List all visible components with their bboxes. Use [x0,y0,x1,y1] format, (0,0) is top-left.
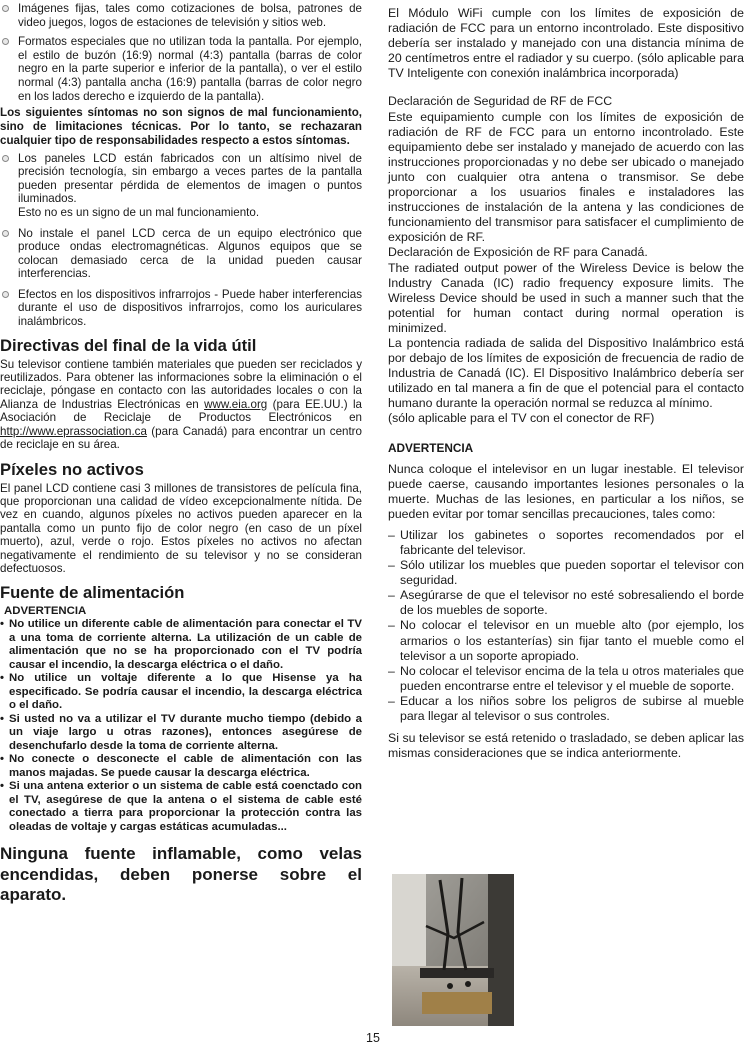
circle-bullet-icon [2,230,9,237]
list-item [388,558,744,588]
warning-label: ADVERTENCIA [4,605,87,618]
bullet-dot-icon: • [0,780,4,793]
list-item [388,528,744,558]
recycling-text-1: Su televisor contiene también materiales que pueden ser reciclados y reutilizados. Para obtener las informaciones sobre la eliminación o el reciclaje, póngase en contacto con las autoridades locales o con la Alianza de Industrias Electrónicas en [0,357,362,411]
eia-link[interactable]: www.eia.org [204,397,268,411]
warning-item-text: Si usted no va a utilizar el TV durante mucho tiempo (debido a un viaje largo u otras razones), entonces asegúrese de desenchufarlo desde la toma de corriente alterna. [9,712,362,752]
tv-strap-photo [392,874,514,1026]
list-item [0,672,362,713]
bullet-text: Imágenes fijas, tales como cotizaciones de bolsa, patrones de video juegos, logos de estaciones de televisión y sitios web. [18,2,362,29]
warning-item-text: No utilice un diferente cable de alimentación para conectar el TV a una toma de corriente alterna. La utilización de un cable de alimentación que no se ha proporcionado con el TV podría causar el incendio, la descarga eléctrica o el daño. [9,618,362,671]
recycling-text-3: (para Canadá) para encontrar un centro de reciclaje en su área. [0,424,362,452]
warning-item-text: Si una antena exterior o un sistema de cable está coenctado con el TV, asegúrese de que la antena o el sistema de cable esté conectado a tierra para proporcionar la protección contra las oleadas de voltaje y cargas estáticas acumuladas... [9,780,362,833]
list-item [0,618,362,672]
bullet-subnote: Esto no es un signo de un mal funcionamiento. [18,205,260,219]
wifi-paragraph: El Módulo WiFi cumple con los límites de exposición de radiación de FCC para un entorno incontrolado. Este dispositivo debería ser instalado y manejado con una distancia mínima de 20 centímetros entre el radiador y su cuerpo. (sólo aplicable para TV Inteligente con conexión inalámbrica incorporada) [388,6,744,81]
dash-bullet-icon: – [388,588,395,603]
precaution-text: Asegúrarse de que el televisor no esté sobresaliendo el borde de los muebles de soporte. [400,588,744,618]
list-item [0,753,362,780]
canada-title: Declaración de Exposición de RF para Canadá. [388,245,648,260]
section-heading-pixeles: Píxeles no activos [0,459,144,479]
list-item [0,227,362,281]
epra-link[interactable]: http://www.eprassociation.ca [0,424,147,438]
page-number: 15 [366,1031,380,1045]
warning-item-text: No conecte o desconecte el cable de alimentación con las manos majadas. Se puede causar la descarga eléctrica. [9,753,362,779]
section-heading-fuente: Fuente de alimentación [0,583,185,603]
closing-paragraph: Si su televisor se está retenido o trasladado, se deben aplicar las mismas consideraciones que se indica anteriormente. [388,731,744,761]
list-item [388,664,744,694]
bullet-dot-icon: • [0,712,4,725]
pixels-paragraph: El panel LCD contiene casi 3 millones de transistores de película fina, que proporcionan una calidad de vídeo excepcionalmente nítida. De vez en cuando, algunos píxeles no activos pueden aparecer en la pantalla como un punto fijo de color negro (en caso de un píxel muerto), azul, verde o rojo. Estos píxeles no activos no afectan negativamente el rendimiento de su televisor y no se consideran defectuosos. [0,481,362,575]
bullet-text: Formatos especiales que no utilizan toda la pantalla. Por ejemplo, el estilo de buzón (16:9) normal (4:3) pantalla (barras de color negro en la parte superior e inferior de la pantalla), o ver el estilo normal (4:3) pantalla ancha (16:9) pantalla (barras de color negro en los lados derecho e izquierdo de la pantalla). [18,35,362,103]
list-item [0,152,362,220]
flame-warning: Ninguna fuente inflamable, como velas encendidas, deben ponerse sobre el aparato. [0,844,362,905]
list-item [0,288,362,329]
right-column [388,0,744,761]
list-item [388,694,744,724]
fcc-title: Declaración de Seguridad de RF de FCC [388,94,613,109]
section-heading-vida-util: Directivas del final de la vida útil [0,335,257,355]
recycling-paragraph [0,358,362,452]
precaution-text: Sólo utilizar los muebles que pueden soportar el televisor con seguridad. [400,558,744,588]
tipping-warning-intro: Nunca coloque el intelevisor en un lugar inestable. El televisor puede caerse, causando importantes lesiones personales o la muerte. Muchas de las lesiones, en particular a los niños, se pueden evitar por tomar sencillas precauciones, tales como: [388,461,744,521]
circle-bullet-icon [2,291,9,298]
warning-label: ADVERTENCIA [388,440,474,455]
bullet-dot-icon: • [0,672,4,685]
precaution-text: Educar a los niños sobre los peligros de subirse al mueble para llegar al televisor o sus controles. [400,693,744,724]
precaution-text: No colocar el televisor encima de la tela u otros materiales que pueden encontrarse entre el televisor y el mueble de soporte. [400,663,744,693]
list-item [0,713,362,754]
list-item [0,2,362,29]
warning-item-text: No utilice un voltaje diferente a lo que Hisense ya ha especificado. Se podría causar el incendio, la descarga eléctrica o el daño. [9,672,362,712]
symptoms-note: Los siguientes síntomas no son signos de mal funcionamiento, sino de limitaciones técnicas. Por lo tanto, se rechazaran cualquier tipo de responsabilidades respecto a estos síntomas. [0,106,362,147]
bullet-text: Efectos en los dispositivos infrarrojos - Puede haber interferencias durante el uso de dispositivos infrarrojos, como los auriculares inalámbricos. [18,287,362,329]
list-item [388,618,744,663]
precaution-text: No colocar el televisor en un mueble alto (por ejemplo, los armarios o los estanterías) sin fijar tanto el mueble como el televisor a un soporte apropiado. [400,618,744,663]
canada-note: (sólo aplicable para el TV con el conector de RF) [388,411,655,426]
list-item [0,35,362,103]
list-item [0,780,362,834]
fcc-paragraph: Este equipamiento cumple con los límites de exposición de radiación de RF de FCC para un entorno incontrolado. Este equipamiento debe ser instalado y manejado de acuerdo con las instrucciones proporcionadas y no debe ser ubicado o manejado junto con cualquier otra antena o transmisor. Se debe proporcionar a los usuarios finales e instaladores las instrucciones de instalación de la antena y las condiciones de funcionamiento del transmisor para satisfacer el cumplimiento de exposición de RF. [388,109,744,245]
canada-english-paragraph: The radiated output power of the Wireless Device is below the Industry Canada (IC) radio frequency exposure limits. The Wireless Device should be used in such a manner such that the potential for human contact during normal operation is minimized. [388,260,744,335]
circle-bullet-icon [2,38,9,45]
bullet-text: No instale el panel LCD cerca de un equipo electrónico que produce ondas electromagnéticas. Algunos equipos que se colocan demasiado cerca de la unidad pueden causar interferencias. [18,226,362,281]
dash-bullet-icon: – [388,693,395,708]
power-warning-list [0,618,362,834]
canada-spanish-paragraph: La pontencia radiada de salida del Dispositivo Inalámbrico está por debajo de los límites de exposición de frecuencia de radio de Industria de Canadá (IC). El Dispositivo Inalámbrico debería ser utilizado en tal manera a fin de que el potencial para el contacto humano durante la operación normal se reduzca al mínimo. [388,335,744,411]
tv-strap-illustration [392,874,514,1026]
bullet-dot-icon: • [0,753,4,766]
dash-bullet-icon: – [388,527,395,542]
dash-bullet-icon: – [388,618,395,633]
precaution-list [388,528,744,724]
left-column [0,0,362,906]
circle-bullet-icon [2,5,9,12]
bullet-text: Los paneles LCD están fabricados con un altísimo nivel de precisión tecnología, sin embargo a veces partes de la pantalla pueden presentar pérdida de elementos de imagen o puntos iluminados. [18,151,362,206]
dash-bullet-icon: – [388,558,395,573]
recycling-text-2: (para EE.UU.) la Asociación de Reciclaje de Productos Electrónicos en [0,397,362,425]
dash-bullet-icon: – [388,663,395,678]
circle-bullet-icon [2,155,9,162]
precaution-text: Utilizar los gabinetes o soportes recomendados por el fabricante del televisor. [400,527,744,557]
bullet-dot-icon: • [0,618,4,631]
list-item [388,588,744,618]
